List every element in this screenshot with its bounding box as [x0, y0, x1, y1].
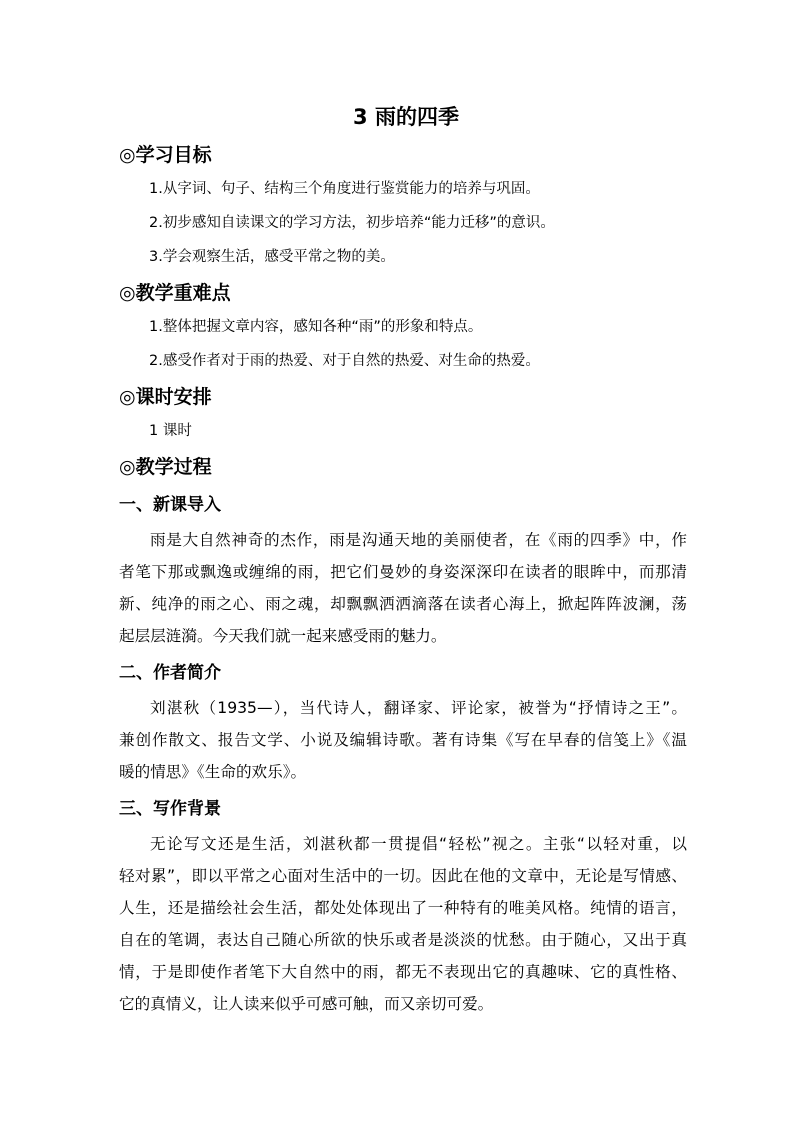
document-content: [119, 100, 687, 1020]
list-item: 3.学会观察生活，感受平常之物的美。: [149, 249, 395, 265]
paragraph-line: 新、纯净的雨之心、雨之魂，却飘飘洒洒滴落在读者心海上，掀起阵阵波澜，荡: [119, 595, 687, 613]
paragraph-line: 兼创作散文、报告文学、小说及编辑诗歌。著有诗集《写在早春的信笺上》《温: [119, 731, 687, 749]
paragraph-line: 人生，还是描绘社会生活，都处处体现出了一种特有的唯美风格。纯情的语言，: [119, 899, 687, 917]
paragraph-introduction: [119, 524, 687, 652]
list-item: 1.从字词、句子、结构三个角度进行鉴赏能力的培养与巩固。: [149, 181, 540, 197]
paragraph-line: 起层层涟漪。今天我们就一起来感受雨的魅力。: [119, 627, 447, 645]
paragraph-author: [119, 692, 687, 788]
paragraph-line: 情，于是即使作者笔下大自然中的雨，都无不表现出它的真趣味、它的真性格、: [119, 963, 687, 981]
section-heading-key-points: ◎教学重难点: [119, 282, 231, 304]
subheading-author: 二、作者简介: [119, 663, 221, 683]
section-heading-objectives: ◎学习目标: [119, 144, 212, 166]
subheading-introduction: 一、新课导入: [119, 495, 221, 515]
page-title: 3 雨的四季: [353, 105, 459, 129]
paragraph-line: 它的真情义，让人读来似乎可感可触，而又亲切可爱。: [119, 995, 494, 1013]
list-item: 2.初步感知自读课文的学习方法，初步培养“能力迁移”的意识。: [149, 215, 555, 231]
section-heading-process: ◎教学过程: [119, 456, 212, 478]
list-item: 1.整体把握文章内容，感知各种“雨”的形象和特点。: [149, 319, 483, 335]
paragraph-line: 无论写文还是生活，刘湛秋都一贯提倡“轻松”视之。主张“以轻对重，以: [150, 835, 687, 853]
list-item: 2.感受作者对于雨的热爱、对于自然的热爱、对生命的热爱。: [149, 353, 540, 369]
paragraph-line: 刘湛秋（1935—），当代诗人，翻译家、评论家，被誉为“抒情诗之王”。: [150, 699, 687, 717]
list-item: 1 课时: [149, 423, 192, 439]
paragraph-line: 者笔下那或飘逸或缠绵的雨，把它们曼妙的身姿深深印在读者的眼眸中，而那清: [119, 563, 687, 581]
section-heading-schedule: ◎课时安排: [119, 386, 212, 408]
paragraph-line: 雨是大自然神奇的杰作，雨是沟通天地的美丽使者，在《雨的四季》中，作: [150, 531, 687, 549]
paragraph-line: 轻对累”，即以平常之心面对生活中的一切。因此在他的文章中，无论是写情感、: [119, 867, 687, 885]
paragraph-line: 自在的笔调，表达自己随心所欲的快乐或者是淡淡的忧愁。由于随心，又出于真: [119, 931, 687, 949]
paragraph-line: 暖的情思》《生命的欢乐》。: [119, 763, 307, 781]
paragraph-background: [119, 828, 687, 1020]
subheading-background: 三、写作背景: [119, 799, 221, 819]
